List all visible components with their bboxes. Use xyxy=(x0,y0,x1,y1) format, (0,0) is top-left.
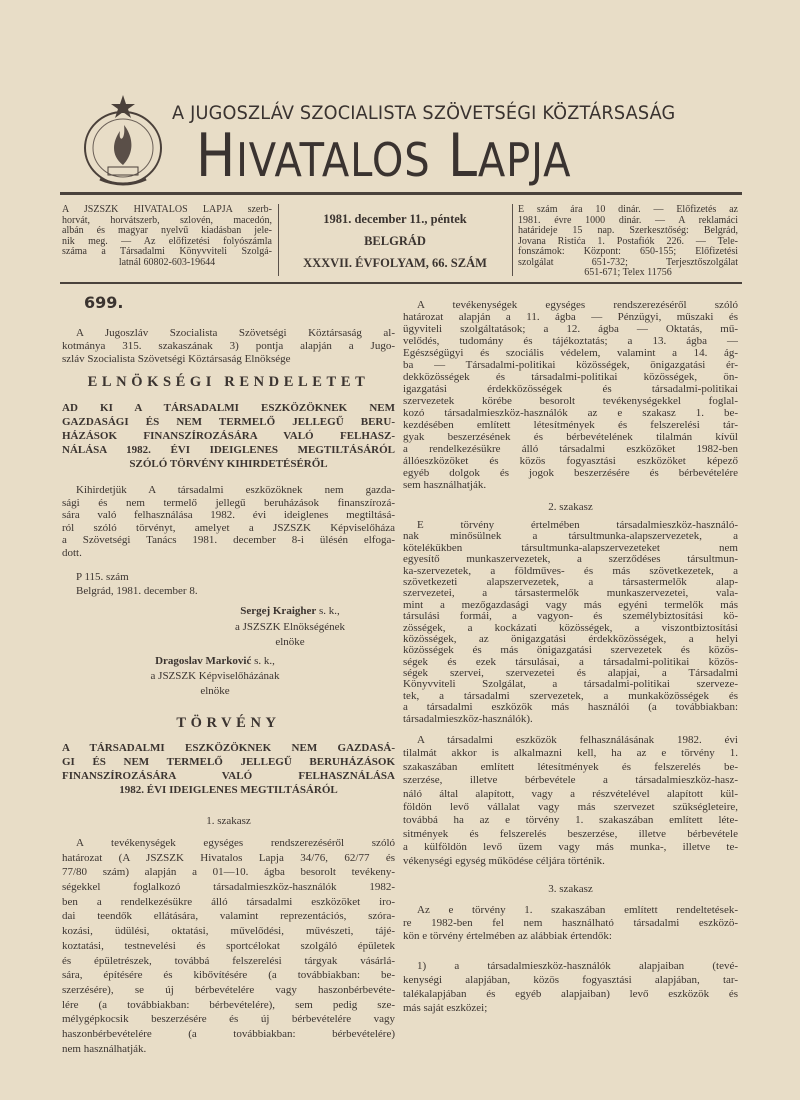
section-heading: 1. szakasz xyxy=(206,815,251,827)
text-line: továbbá ha az e törvény 1. szakaszában említett léte- xyxy=(403,814,738,827)
text-line: ügyviteli szolgáltatások; a 12. ágba — Oktatás, mű- xyxy=(403,323,738,335)
info-line: száma a Társadalmi Könyvviteli Szolgá- xyxy=(62,246,272,257)
text-line: sára, építésére és kibővítésére (a továbbiakban: be- xyxy=(62,969,395,982)
text-line: E törvény értelmében társadalmieszköz-használó- xyxy=(417,520,738,531)
text-line: egyéb dolgok és jogok beszerzésére és bérbevételére xyxy=(403,467,738,479)
text-line: kön e törvény értelmében az alábbiak értendők: xyxy=(403,930,612,942)
section-3-paragraph xyxy=(403,904,738,943)
text-line: koztatási, testnevelési és sportcélokat szolgáló épületek xyxy=(62,939,395,952)
info-line: határideje 15 nap. Szerkesztőség: Belgrád, xyxy=(518,225,738,236)
text-line: közösségek, az önigazgatási érdekközösségek, a helyi xyxy=(403,633,738,645)
signature-block-1 xyxy=(200,603,380,650)
text-line: ról szóló törvényt, amelyet a JSZSZK Képviselőháza xyxy=(62,521,395,534)
divider xyxy=(512,204,513,276)
text-line: 1) a társadalmieszköz-használók alapjaiban (tevé- xyxy=(417,960,738,972)
law-heading: TÖRVÉNY xyxy=(176,715,281,731)
divider xyxy=(278,204,279,276)
text-line: kozó társadalmieszköz-használók az e szakasz 1. be- xyxy=(403,407,738,419)
text-line: 77/80 szám) alapján a 01—10. ágba besorolt tevékeny- xyxy=(62,866,395,879)
text-line: dai teendők ellátására, valamint reprezentációs, szóra- xyxy=(62,910,395,923)
publication-info xyxy=(62,205,272,268)
text-line: re 1982-ben fel nem használható társadalmi eszközö- xyxy=(403,917,738,929)
text-line: a rendelkezésükre álló társadalmi eszközöket 1982-ben xyxy=(403,443,738,455)
title-initial: H xyxy=(196,121,237,191)
text-line: A Jugoszláv Szocialista Szövetségi Köztársaság al- xyxy=(76,327,395,339)
text-line: NÁLÁSA 1982. ÉVI IDEIGLENES MEGTILTÁSÁRÓL xyxy=(62,444,395,456)
text-line: szerzése, illetve bérbevétele a társadalmieszköz-hasz- xyxy=(403,774,738,787)
text-line: velődés, tudomány és tájékoztatás; a 13. ágba — xyxy=(403,335,738,347)
section-heading: 3. szakasz xyxy=(548,883,593,895)
text-line: sági és nem termelő jellegű beruházások finanszírozá- xyxy=(62,496,395,509)
document-number: 699. xyxy=(84,293,124,312)
text-line: zösségek, a kockázati közösségek, a viszontbiztosítási xyxy=(403,622,738,634)
text-line: határozat (A JSZSZK Hivatalos Lapja 34/76, 62/77 és xyxy=(62,851,395,864)
info-line: E szám ára 10 dinár. — Előfizetés az xyxy=(518,204,738,215)
text-line: a külföldön levő üzem vagy más munka-, illetve te- xyxy=(403,841,738,854)
text-line: nak minősülnek a társultmunka-alapszervezetek, a xyxy=(403,531,738,543)
reference-number: P 115. szám xyxy=(76,571,129,583)
text-line: haszonbérbevételére (a továbbiakban: bérbevételére) xyxy=(62,1027,395,1040)
signer-role: elnöke xyxy=(275,636,305,648)
text-line: kozási, üdülési, oktatási, művelődési, művészeti, tájé- xyxy=(62,925,395,938)
signer-role: a JSZSZK Elnökségének xyxy=(235,621,345,633)
info-line: Jovana Ristića 1. Postafiók 226. — Tele- xyxy=(518,235,738,247)
decree-heading: ELNÖKSÉGI RENDELETET xyxy=(87,374,370,390)
info-line: 651-671; Telex 11756 xyxy=(584,267,672,278)
masthead-supertitle: A JUGOSZLÁV SZOCIALISTA SZÖVETSÉGI KÖZTÁRSASÁG xyxy=(172,102,676,124)
text-line: szervezetei, a társastermelők munkaszervezetei, vala- xyxy=(403,588,738,600)
text-line: ségekkel foglalkozó társadalmieszköz-használók 1982- xyxy=(62,881,395,894)
issue-city: BELGRÁD xyxy=(364,234,426,248)
text-line: tilalmát akkor is alkalmazni kell, ha az e törvény 1. xyxy=(403,747,738,760)
text-line: földön levő vállalat vagy más szervezet szükségleteire, xyxy=(403,800,738,813)
text-line: kotmánya 315. szakaszának 3) pontja alapján a Jugo- xyxy=(62,340,395,352)
text-line: nem használhatják. xyxy=(62,1042,147,1055)
section-heading: 2. szakasz xyxy=(548,501,593,513)
issue-volume: XXXVII. ÉVFOLYAM, 66. SZÁM xyxy=(303,256,487,270)
text-line: mélygépkocsik beszerzésére és új bérbevételére vagy xyxy=(62,1013,395,1026)
issue-date: 1981. december 11., péntek xyxy=(323,212,467,226)
text-line: kenységi alapjában, közös fogyasztási alapjában, tar- xyxy=(403,974,738,986)
reference-place-date: Belgrád, 1981. december 8. xyxy=(76,585,198,597)
text-line: sára való felhasználása 1982. évi ideiglenes megtiltásá- xyxy=(62,509,395,521)
header-rule xyxy=(60,282,742,284)
text-line: szövetkezeti alapszervezetek, a társastermelők alap- xyxy=(403,576,738,588)
text-line: sitmények és felszerelés beszerzése, illetve bérbevétele xyxy=(403,827,738,840)
text-line: Könyvviteli Szolgálat, a társadalmi-politikai szerveze- xyxy=(403,679,738,691)
text-line: vékenységi egység működése céljára történik. xyxy=(403,854,605,867)
text-line: szerzésére), se új bérbevételére vagy haszonbérbevéte- xyxy=(62,983,395,996)
text-line: náló által alapított, vagy a részvételével alapított kül- xyxy=(403,787,738,800)
text-line: ba — Társadalmi-politikai közösségek, önigazgatási ér- xyxy=(403,359,738,371)
info-line: A JSZSZK HIVATALOS LAPJA szerb- xyxy=(62,204,272,215)
paragraph xyxy=(403,734,738,868)
text-line: állóeszközöket és közös fogyasztási eszközöket képező xyxy=(403,455,738,467)
intro-paragraph xyxy=(62,327,395,366)
section-1-paragraph xyxy=(62,836,395,1056)
signed-mark: s. k., xyxy=(316,605,340,617)
text-line: ségek szervei, szervezetei és alapjai, a Társadalmi xyxy=(403,668,738,680)
text-line: igazgatási érdekközösségek és társadalmi-politikai xyxy=(403,383,738,395)
info-line: horvát, horvátszerb, szlovén, macedón, xyxy=(62,214,272,226)
text-line: lére (a továbbiakban: bérbevételére), sem pedig sze- xyxy=(62,998,395,1011)
text-line: tek, a társadalmi szervezetek, a munkaközösségek és xyxy=(403,690,738,702)
text-line: talékalapjában és egyéb alapjaiban) levő eszközök és xyxy=(403,988,738,1000)
text-line: AD KI A TÁRSADALMI ESZKÖZÖKNEK NEM xyxy=(62,402,395,414)
law-title xyxy=(62,741,395,797)
text-line: 1982. ÉVI IDEIGLENES MEGTILTÁSÁRÓL xyxy=(119,784,338,796)
masthead-rule xyxy=(60,192,742,195)
signer-name: Dragoslav Marković xyxy=(155,655,252,667)
text-line: határozat alapján a 11. ágba — Pénzügyi, műszaki és xyxy=(403,311,738,323)
list-item xyxy=(403,959,738,1015)
state-emblem-icon xyxy=(80,93,166,191)
text-line: dekközösségek és társadalmi-politikai közösségek, ön- xyxy=(403,371,738,383)
paragraph xyxy=(403,299,738,491)
text-line: Az e törvény 1. szakaszában említett rendeltetések- xyxy=(417,904,738,916)
decree-title xyxy=(62,401,395,471)
signer-role: a JSZSZK Képviselőházának xyxy=(150,670,280,682)
text-line: kezdésében említett létesítmények és felszerelési tár- xyxy=(403,419,738,431)
text-line: ségek és ezek társulásai, a társadalmi-politikai közös- xyxy=(403,656,738,668)
text-line: sem használhatják. xyxy=(403,479,487,491)
text-line: szakaszában említett létesítmények és felszerelés be- xyxy=(403,760,738,773)
info-line: 1981. évre 1000 dinár. — A reklamáci xyxy=(518,214,738,226)
text-line: Egészségügyi és szociális védelem, valamint a 14. ág- xyxy=(403,347,738,359)
text-line: GAZDASÁGI ÉS NEM TERMELŐ JELLEGŰ BERU- xyxy=(62,416,395,428)
text-line: szervezetek körébe besorolt tevékenységekkel foglal- xyxy=(403,395,738,407)
subscription-info xyxy=(518,205,738,279)
text-line: és épületrészek, továbbá felszerelési tárgyak vásárlá- xyxy=(62,954,395,967)
text-line: dott. xyxy=(62,546,82,559)
masthead-title xyxy=(196,121,572,191)
promulgation-paragraph xyxy=(62,484,395,559)
title-initial: L xyxy=(447,121,478,191)
text-line: Kihirdetjük A társadalmi eszközöknek nem gazda- xyxy=(76,484,395,496)
issue-info xyxy=(280,212,510,278)
info-line: nik meg. — Az előfizetési folyószámla xyxy=(62,235,272,247)
signature-block-2 xyxy=(120,654,310,699)
text-line: SZÓLÓ TÖRVÉNY KIHIRDETÉSÉRŐL xyxy=(129,458,328,470)
section-2-paragraph xyxy=(403,520,738,725)
text-line: társulási formái, a vagyon- és személybiztosítási kö- xyxy=(403,611,738,623)
text-line: HÁZÁSOK FINANSZÍROZÁSÁRA VALÓ FELHASZ- xyxy=(62,430,395,442)
text-line: ben a rendelkezésükre álló társadalmi eszközöket iro- xyxy=(62,895,395,908)
text-line: kötelékükben társultmunka-alapszervezeteket nem xyxy=(403,542,738,554)
text-line: mint a mezőgazdasági vagy más egyéni termelők más xyxy=(403,599,738,611)
text-line: GI ÉS NEM TERMELŐ JELLEGŰ BERUHÁZÁSOK xyxy=(62,756,395,768)
signer-name: Sergej Kraigher xyxy=(240,605,317,617)
title-word: APJA xyxy=(477,133,572,187)
info-line: fonszámok: Központ: 650-155; Előfizetési xyxy=(518,246,738,257)
text-line: szláv Szocialista Szövetségi Köztársaság Elnöksége xyxy=(62,353,291,365)
text-line: ka-szervezetek, a földműves- és más szövetkezetek, a xyxy=(403,565,738,577)
text-line: a társadalmi eszközök más használói (a továbbiakban: xyxy=(403,702,738,714)
title-word: IVATALOS xyxy=(236,133,431,187)
text-line: A tevékenységek egységes rendszerezéséről szóló xyxy=(76,837,395,849)
text-line: gyak beszerzésének és bérbevételének tilalmán kívül xyxy=(403,431,738,443)
text-line: közösségek és más önigazgatási szervezetek és közös- xyxy=(403,645,738,657)
signer-role: elnöke xyxy=(200,685,230,697)
text-line: társadalmieszköz-használók). xyxy=(403,713,533,725)
text-line: A TÁRSADALMI ESZKÖZÖKNEK NEM GAZDASÁ- xyxy=(62,742,395,754)
text-line: A tevékenységek egységes rendszerezéséről szóló xyxy=(417,299,738,311)
text-line: FINANSZÍROZÁSÁRA VALÓ FELHASZNÁLÁSA xyxy=(62,770,395,782)
info-line: albán és magyar nyelvű kiadásban jele- xyxy=(62,225,272,236)
text-line: más saját eszközei; xyxy=(403,1002,488,1014)
info-line: szolgálat 651-732; Terjesztőszolgálat xyxy=(518,256,738,268)
info-line: latnál 60802-603-19644 xyxy=(118,256,216,268)
text-line: a Szövetségi Tanács 1981. december 8-i ülésén elfoga- xyxy=(62,534,395,546)
text-line: A társadalmi eszközök felhasználásának 1982. évi xyxy=(417,734,738,746)
text-line: egyesítő munkaszervezetek, a szerződéses társultmun- xyxy=(403,554,738,566)
signed-mark: s. k., xyxy=(251,655,275,667)
